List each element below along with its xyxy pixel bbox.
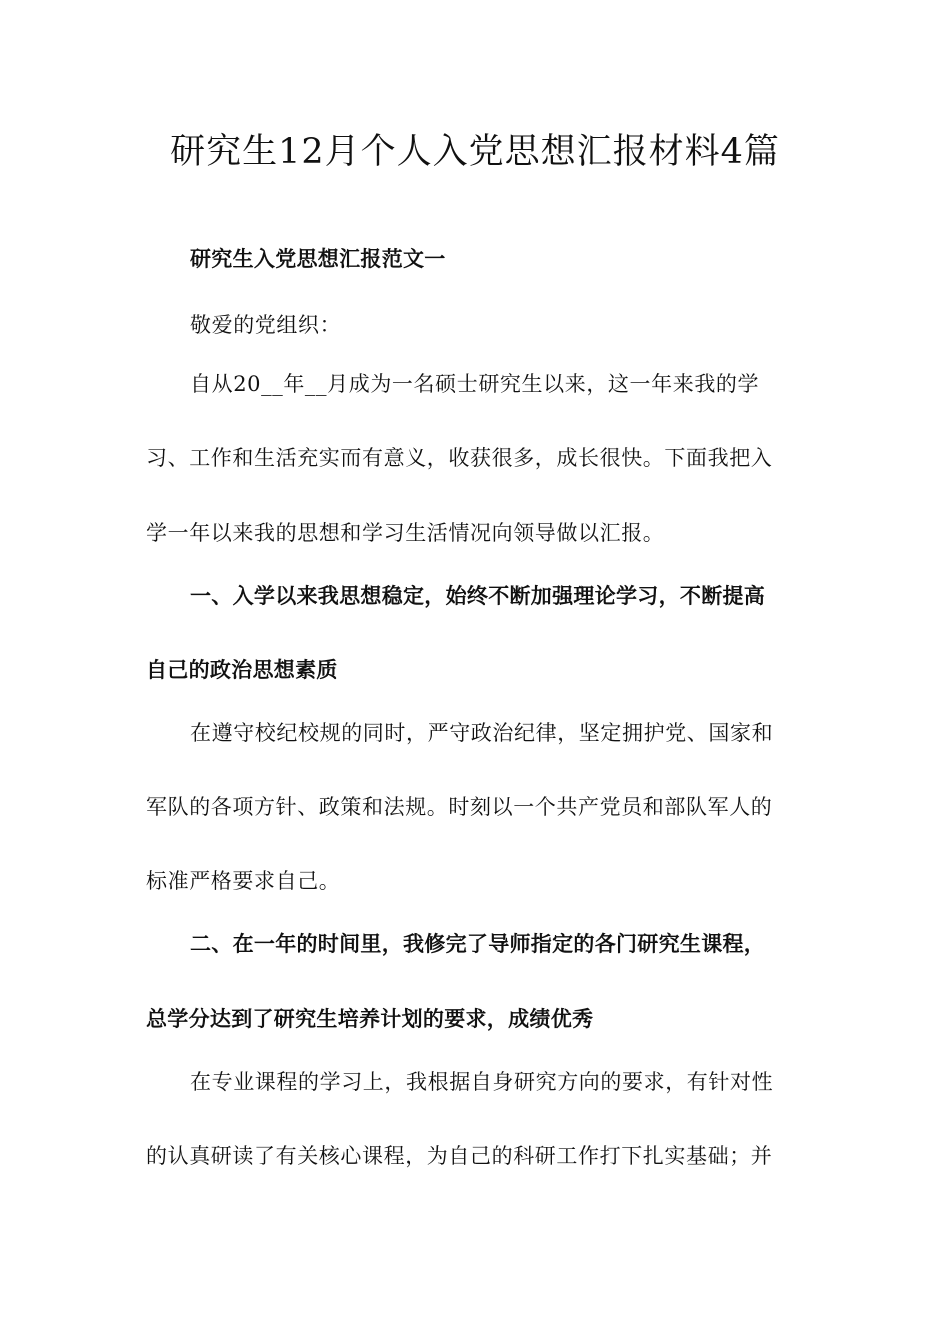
- paragraph-line: 的认真研读了有关核心课程，为自己的科研工作打下扎实基础；并: [146, 1144, 773, 1168]
- subheading-line: 自己的政治思想素质: [146, 657, 338, 682]
- section-heading: 研究生入党思想汇报范文一: [190, 246, 446, 271]
- paragraph-line: 军队的各项方针、政策和法规。时刻以一个共产党员和部队军人的: [146, 795, 773, 819]
- paragraph-line: 标准严格要求自己。: [146, 869, 341, 893]
- paragraph-line: 在专业课程的学习上，我根据自身研究方向的要求，有针对性: [190, 1070, 774, 1094]
- subheading-line: 二、在一年的时间里，我修完了导师指定的各门研究生课程，: [190, 931, 766, 956]
- subheading-line: 总学分达到了研究生培养计划的要求，成绩优秀: [146, 1006, 594, 1031]
- paragraph-line: 在遵守校纪校规的同时，严守政治纪律，坚定拥护党、国家和: [190, 721, 774, 745]
- paragraph-line: 自从20__年__月成为一名硕士研究生以来，这一年来我的学: [190, 372, 760, 396]
- document-title: 研究生12月个人入党思想汇报材料4篇: [170, 132, 780, 172]
- paragraph-line: 学一年以来我的思想和学习生活情况向领导做以汇报。: [146, 521, 665, 545]
- subheading-line: 一、入学以来我思想稳定，始终不断加强理论学习，不断提高: [190, 583, 766, 608]
- paragraph-line: 习、工作和生活充实而有意义，收获很多，成长很快。下面我把入: [146, 446, 773, 470]
- salutation: 敬爱的党组织：: [190, 313, 342, 337]
